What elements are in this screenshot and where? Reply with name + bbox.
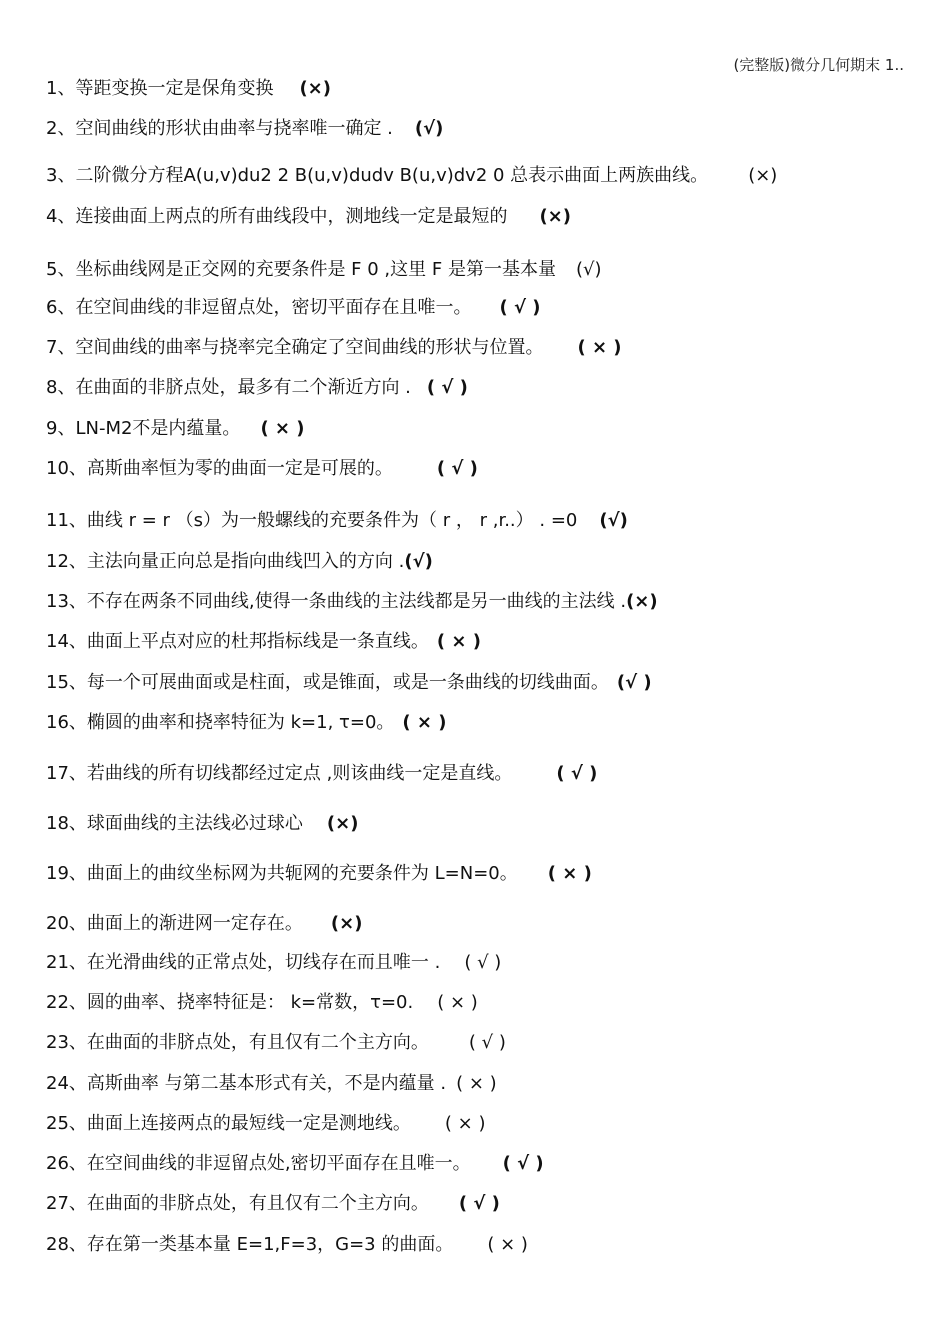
- item-number: 25、: [46, 1113, 87, 1134]
- item-number: 11、: [46, 510, 87, 531]
- item-text: 在空间曲线的非逗留点处,密切平面存在且唯一。: [86, 1153, 471, 1174]
- item-text: 曲面上的渐进网一定存在。: [86, 913, 303, 934]
- item-text: 每一个可展曲面或是柱面，或是锥面，或是一条曲线的切线曲面。: [86, 672, 609, 693]
- page-header: (完整版)微分几何期末 1..: [733, 56, 904, 74]
- item-text: 在曲面的非脐点处，有且仅有二个主方向。: [86, 1032, 429, 1053]
- item-number: 7、: [46, 337, 76, 358]
- item-text: 存在第一类基本量 E=1,F=3，G=3 的曲面。: [86, 1234, 454, 1255]
- item-number: 4、: [46, 206, 76, 227]
- item-number: 6、: [46, 297, 76, 318]
- list-item: [46, 165, 777, 187]
- item-number: 12、: [46, 551, 87, 572]
- item-text: 不存在两条不同曲线,使得一条曲线的主法线都是另一曲线的主法线 .: [86, 591, 627, 612]
- item-answer: ( × ): [577, 337, 622, 358]
- list-item: [46, 458, 478, 480]
- list-item: [46, 551, 433, 573]
- list-item: [46, 952, 501, 974]
- item-answer: (√): [575, 259, 602, 280]
- item-number: 28、: [46, 1234, 87, 1255]
- item-number: 19、: [46, 863, 87, 884]
- list-item: [46, 1073, 497, 1095]
- item-text: 高斯曲率恒为零的曲面一定是可展的。: [86, 458, 393, 479]
- item-number: 22、: [46, 992, 87, 1013]
- item-answer: (×): [626, 591, 658, 612]
- item-text: 在曲面的非脐点处，最多有二个渐近方向 .: [75, 377, 411, 398]
- list-item: [46, 377, 468, 399]
- item-answer: ( × ): [260, 418, 305, 439]
- item-answer: (×): [748, 165, 778, 186]
- item-answer: ( √ ): [464, 952, 502, 973]
- list-item: [46, 913, 362, 935]
- item-text: 高斯曲率 与第二基本形式有关，不是内蕴量 .: [86, 1073, 447, 1094]
- item-answer: (√): [599, 510, 628, 531]
- list-item: [46, 813, 358, 835]
- item-number: 21、: [46, 952, 87, 973]
- item-number: 16、: [46, 712, 87, 733]
- item-number: 15、: [46, 672, 87, 693]
- list-item: [46, 259, 601, 281]
- list-item: [46, 510, 628, 532]
- list-item: [46, 206, 571, 228]
- list-item: [46, 1234, 528, 1256]
- item-text: 圆的曲率、挠率特征是： k=常数，τ=0.: [86, 992, 414, 1013]
- item-number: 18、: [46, 813, 87, 834]
- item-text: 等距变换一定是保角变换: [75, 78, 274, 99]
- item-number: 8、: [46, 377, 76, 398]
- list-item: [46, 1113, 485, 1135]
- item-number: 5、: [46, 259, 76, 280]
- item-answer: (√): [404, 551, 433, 572]
- item-number: 3、: [46, 165, 76, 186]
- list-item: [46, 631, 481, 653]
- item-number: 1、: [46, 78, 76, 99]
- item-text: 曲面上的曲纹坐标网为共轭网的充要条件为 L=N=0。: [86, 863, 518, 884]
- item-answer: ( × ): [547, 863, 592, 884]
- list-item: [46, 672, 652, 694]
- item-number: 10、: [46, 458, 87, 479]
- item-number: 24、: [46, 1073, 87, 1094]
- list-item: [46, 863, 592, 885]
- item-number: 20、: [46, 913, 87, 934]
- item-text: 球面曲线的主法线必过球心: [86, 813, 303, 834]
- item-text: 曲线 r = r （s）为一般螺线的充要条件为（ r ， r ,r..） . =0: [86, 510, 578, 531]
- item-text: 二阶微分方程A(u,v)du2 2 B(u,v)dudv B(u,v)dv2 0 总表示曲面上两族曲线。: [75, 165, 709, 186]
- item-answer: ( × ): [444, 1113, 486, 1134]
- item-answer: (×): [326, 813, 359, 834]
- item-text: 在光滑曲线的正常点处，切线存在而且唯一 .: [86, 952, 441, 973]
- item-number: 13、: [46, 591, 87, 612]
- item-number: 26、: [46, 1153, 87, 1174]
- list-item: [46, 712, 446, 734]
- item-answer: ( × ): [436, 631, 481, 652]
- item-answer: ( √ ): [502, 1153, 544, 1174]
- item-answer: ( × ): [437, 992, 478, 1013]
- list-item: [46, 763, 597, 785]
- item-number: 23、: [46, 1032, 87, 1053]
- item-answer: (×): [330, 913, 363, 934]
- list-item: [46, 337, 622, 359]
- item-text: 坐标曲线网是正交网的充要条件是 F 0 ,这里 F 是第一基本量: [75, 259, 556, 280]
- item-answer: ( × ): [487, 1234, 528, 1255]
- item-text: 在曲面的非脐点处，有且仅有二个主方向。: [86, 1193, 429, 1214]
- item-answer: ( √ ): [426, 377, 468, 398]
- item-text: 空间曲线的曲率与挠率完全确定了空间曲线的形状与位置。: [75, 337, 544, 358]
- list-item: [46, 1032, 506, 1054]
- list-item: [46, 78, 331, 100]
- item-text: 在空间曲线的非逗留点处，密切平面存在且唯一。: [75, 297, 472, 318]
- item-answer: (√): [414, 118, 444, 139]
- item-number: 2、: [46, 118, 76, 139]
- item-text: LN-M2不是内蕴量。: [75, 418, 241, 439]
- item-answer: (×): [539, 206, 571, 227]
- item-answer: ( × ): [456, 1073, 497, 1094]
- item-number: 9、: [46, 418, 76, 439]
- item-text: 若曲线的所有切线都经过定点 ,则该曲线一定是直线。: [86, 763, 513, 784]
- item-answer: ( × ): [402, 712, 447, 733]
- item-answer: ( √ ): [556, 763, 598, 784]
- list-item: [46, 1193, 500, 1215]
- item-number: 27、: [46, 1193, 87, 1214]
- list-item: [46, 591, 658, 613]
- list-item: [46, 992, 478, 1014]
- item-text: 空间曲线的形状由曲率与挠率唯一确定 .: [75, 118, 393, 139]
- list-item: [46, 118, 443, 140]
- item-text: 曲面上平点对应的杜邦指标线是一条直线。: [86, 631, 429, 652]
- item-text: 主法向量正向总是指向曲线凹入的方向 .: [86, 551, 405, 572]
- item-text: 曲面上连接两点的最短线一定是测地线。: [86, 1113, 411, 1134]
- item-answer: ( √ ): [436, 458, 478, 479]
- item-number: 14、: [46, 631, 87, 652]
- list-item: [46, 418, 305, 440]
- list-item: [46, 297, 540, 319]
- list-item: [46, 1153, 544, 1175]
- item-answer: ( √ ): [468, 1032, 506, 1053]
- item-text: 椭圆的曲率和挠率特征为 k=1, τ=0。: [86, 712, 395, 733]
- item-answer: ( √ ): [458, 1193, 500, 1214]
- item-text: 连接曲面上两点的所有曲线段中，测地线一定是最短的: [75, 206, 508, 227]
- item-answer: (×): [299, 78, 331, 99]
- item-answer: (√ ): [616, 672, 652, 693]
- item-number: 17、: [46, 763, 87, 784]
- item-answer: ( √ ): [499, 297, 541, 318]
